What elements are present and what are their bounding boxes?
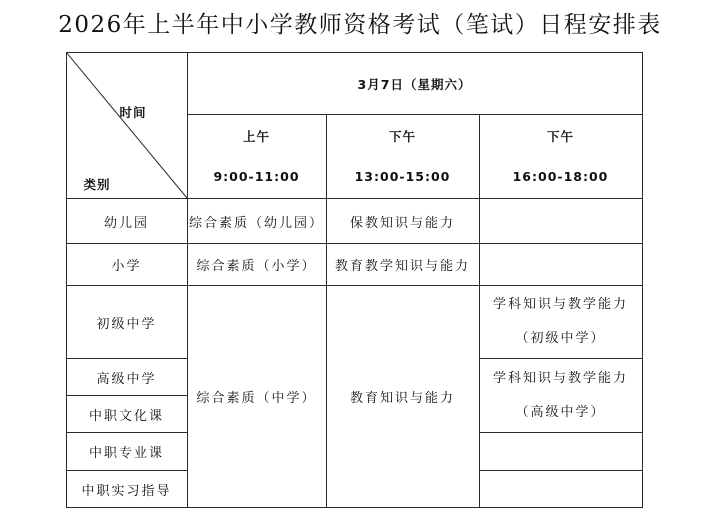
session-period: 下午 [388, 128, 416, 144]
row-divider [479, 470, 642, 471]
cell-kindergarten-care-education: 保教知识与能力 [349, 215, 455, 231]
category-vocational-practice: 中职实习指导 [81, 483, 172, 499]
cell-line: （高级中学） [515, 404, 606, 420]
cell-line: 学科知识与教学能力 [492, 297, 628, 312]
session-time: 9:00-11:00 [213, 168, 300, 184]
page-title: 2026年上半年中小学教师资格考试（笔试）日程安排表 [58, 12, 662, 38]
date-header: 3月7日（星期六） [357, 76, 472, 92]
category-junior-middle: 初级中学 [96, 316, 157, 332]
cell-kindergarten-comprehensive: 综合素质（幼儿园） [188, 215, 324, 231]
session-period: 下午 [546, 128, 574, 144]
cell-middle-education: 教育知识与能力 [349, 391, 455, 406]
cell-senior-subject [479, 359, 642, 432]
cell-junior-subject [479, 286, 642, 358]
session-time: 16:00-18:00 [512, 168, 609, 184]
session-header-afternoon-2 [479, 115, 642, 198]
cell-line: 学科知识与教学能力 [492, 370, 628, 386]
category-vocational-culture: 中职文化课 [88, 408, 164, 424]
session-header-morning [187, 115, 326, 198]
cell-line: （初级中学） [515, 331, 606, 346]
cell-middle-comprehensive: 综合素质（中学） [196, 391, 317, 406]
cell-primary-teaching: 教育教学知识与能力 [334, 259, 470, 274]
table-border-bottom [66, 507, 642, 508]
corner-category-label: 类别 [83, 177, 111, 192]
category-vocational-professional: 中职专业课 [88, 446, 164, 461]
corner-time-label: 时间 [119, 105, 147, 120]
category-senior-middle: 高级中学 [96, 371, 157, 387]
row-divider [479, 432, 642, 433]
category-primary: 小学 [111, 259, 142, 274]
category-kindergarten: 幼儿园 [103, 215, 149, 231]
table-border-right [642, 52, 643, 508]
session-header-afternoon-1 [326, 115, 479, 198]
session-period: 上午 [242, 128, 270, 144]
session-time: 13:00-15:00 [354, 168, 451, 184]
cell-primary-comprehensive: 综合素质（小学） [196, 259, 317, 274]
